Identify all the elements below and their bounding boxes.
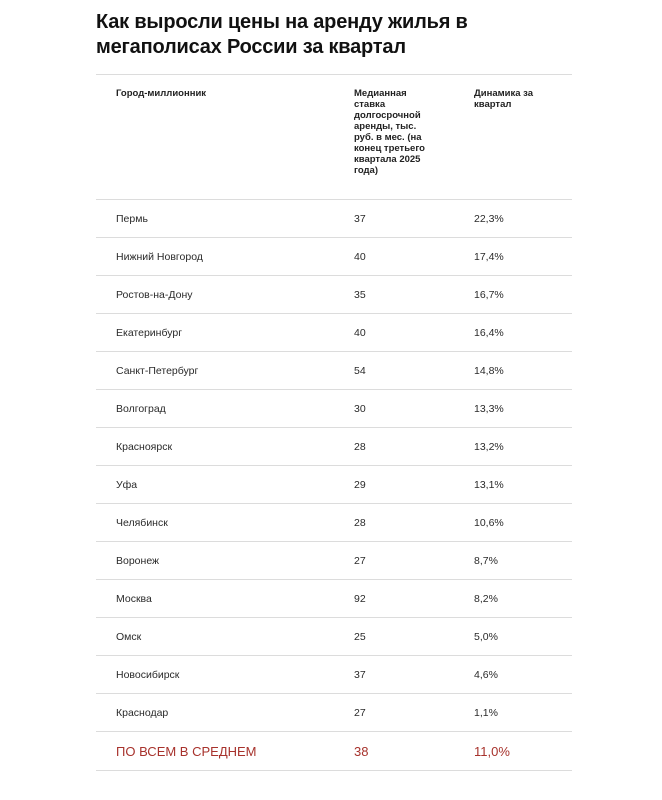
table-row xyxy=(96,542,572,580)
change-cell: 14,8% xyxy=(474,364,504,377)
change-cell: 8,2% xyxy=(474,592,498,605)
change-cell: 4,6% xyxy=(474,668,498,681)
change-cell: 22,3% xyxy=(474,212,504,225)
change-cell: 1,1% xyxy=(474,706,498,719)
change-cell: 17,4% xyxy=(474,250,504,263)
city-cell: Уфа xyxy=(116,478,138,491)
change-cell: 10,6% xyxy=(474,516,504,529)
rent-table xyxy=(96,74,572,771)
average-label: ПО ВСЕМ В СРЕДНЕМ xyxy=(116,743,257,759)
change-cell: 13,3% xyxy=(474,402,504,415)
table-row xyxy=(96,200,572,238)
table-row xyxy=(96,504,572,542)
page-title: Как выросли цены на аренду жилья в мегаполисах России за квартал xyxy=(96,11,468,58)
city-cell: Ростов-на-Дону xyxy=(116,288,193,301)
table-row xyxy=(96,618,572,656)
table-row xyxy=(96,276,572,314)
city-cell: Волгоград xyxy=(116,402,166,415)
city-cell: Омск xyxy=(116,630,142,643)
average-rate: 38 xyxy=(354,743,369,759)
change-cell: 5,0% xyxy=(474,630,498,643)
change-cell: 8,7% xyxy=(474,554,498,567)
city-cell: Красноярск xyxy=(116,440,173,453)
city-cell: Пермь xyxy=(116,212,148,225)
rate-cell: 28 xyxy=(354,516,366,529)
table-row xyxy=(96,428,572,466)
city-cell: Воронеж xyxy=(116,554,160,567)
rate-cell: 54 xyxy=(354,364,366,377)
city-cell: Новосибирск xyxy=(116,668,180,681)
change-cell: 16,7% xyxy=(474,288,504,301)
average-row xyxy=(96,732,572,771)
header-city: Город-миллионник xyxy=(116,88,207,99)
table-row xyxy=(96,238,572,276)
rate-cell: 92 xyxy=(354,592,366,605)
rate-cell: 40 xyxy=(354,326,366,339)
change-cell: 13,2% xyxy=(474,440,504,453)
table-row xyxy=(96,580,572,618)
city-cell: Челябинск xyxy=(116,516,168,529)
rate-cell: 37 xyxy=(354,668,366,681)
table-row xyxy=(96,390,572,428)
average-change: 11,0% xyxy=(474,743,510,759)
city-cell: Краснодар xyxy=(116,706,169,719)
rate-cell: 30 xyxy=(354,402,366,415)
table-header xyxy=(96,75,572,200)
table-row xyxy=(96,694,572,732)
table-row xyxy=(96,352,572,390)
table-row xyxy=(96,314,572,352)
rate-cell: 27 xyxy=(354,554,366,567)
city-cell: Нижний Новгород xyxy=(116,250,203,263)
header-change: Динамика за квартал xyxy=(474,88,534,110)
rate-cell: 29 xyxy=(354,478,366,491)
table-row xyxy=(96,466,572,504)
rate-cell: 35 xyxy=(354,288,366,301)
rate-cell: 28 xyxy=(354,440,366,453)
change-cell: 16,4% xyxy=(474,326,504,339)
rate-cell: 25 xyxy=(354,630,366,643)
city-cell: Москва xyxy=(116,592,152,605)
city-cell: Санкт-Петербург xyxy=(116,364,199,377)
header-rate: Медианная ставка долгосрочной аренды, тыс. руб. в мес. (на конец третьего квартала 2025 года) xyxy=(354,88,425,176)
city-cell: Екатеринбург xyxy=(116,326,183,339)
table-row xyxy=(96,656,572,694)
rate-cell: 37 xyxy=(354,212,366,225)
rate-cell: 40 xyxy=(354,250,366,263)
rate-cell: 27 xyxy=(354,706,366,719)
change-cell: 13,1% xyxy=(474,478,504,491)
